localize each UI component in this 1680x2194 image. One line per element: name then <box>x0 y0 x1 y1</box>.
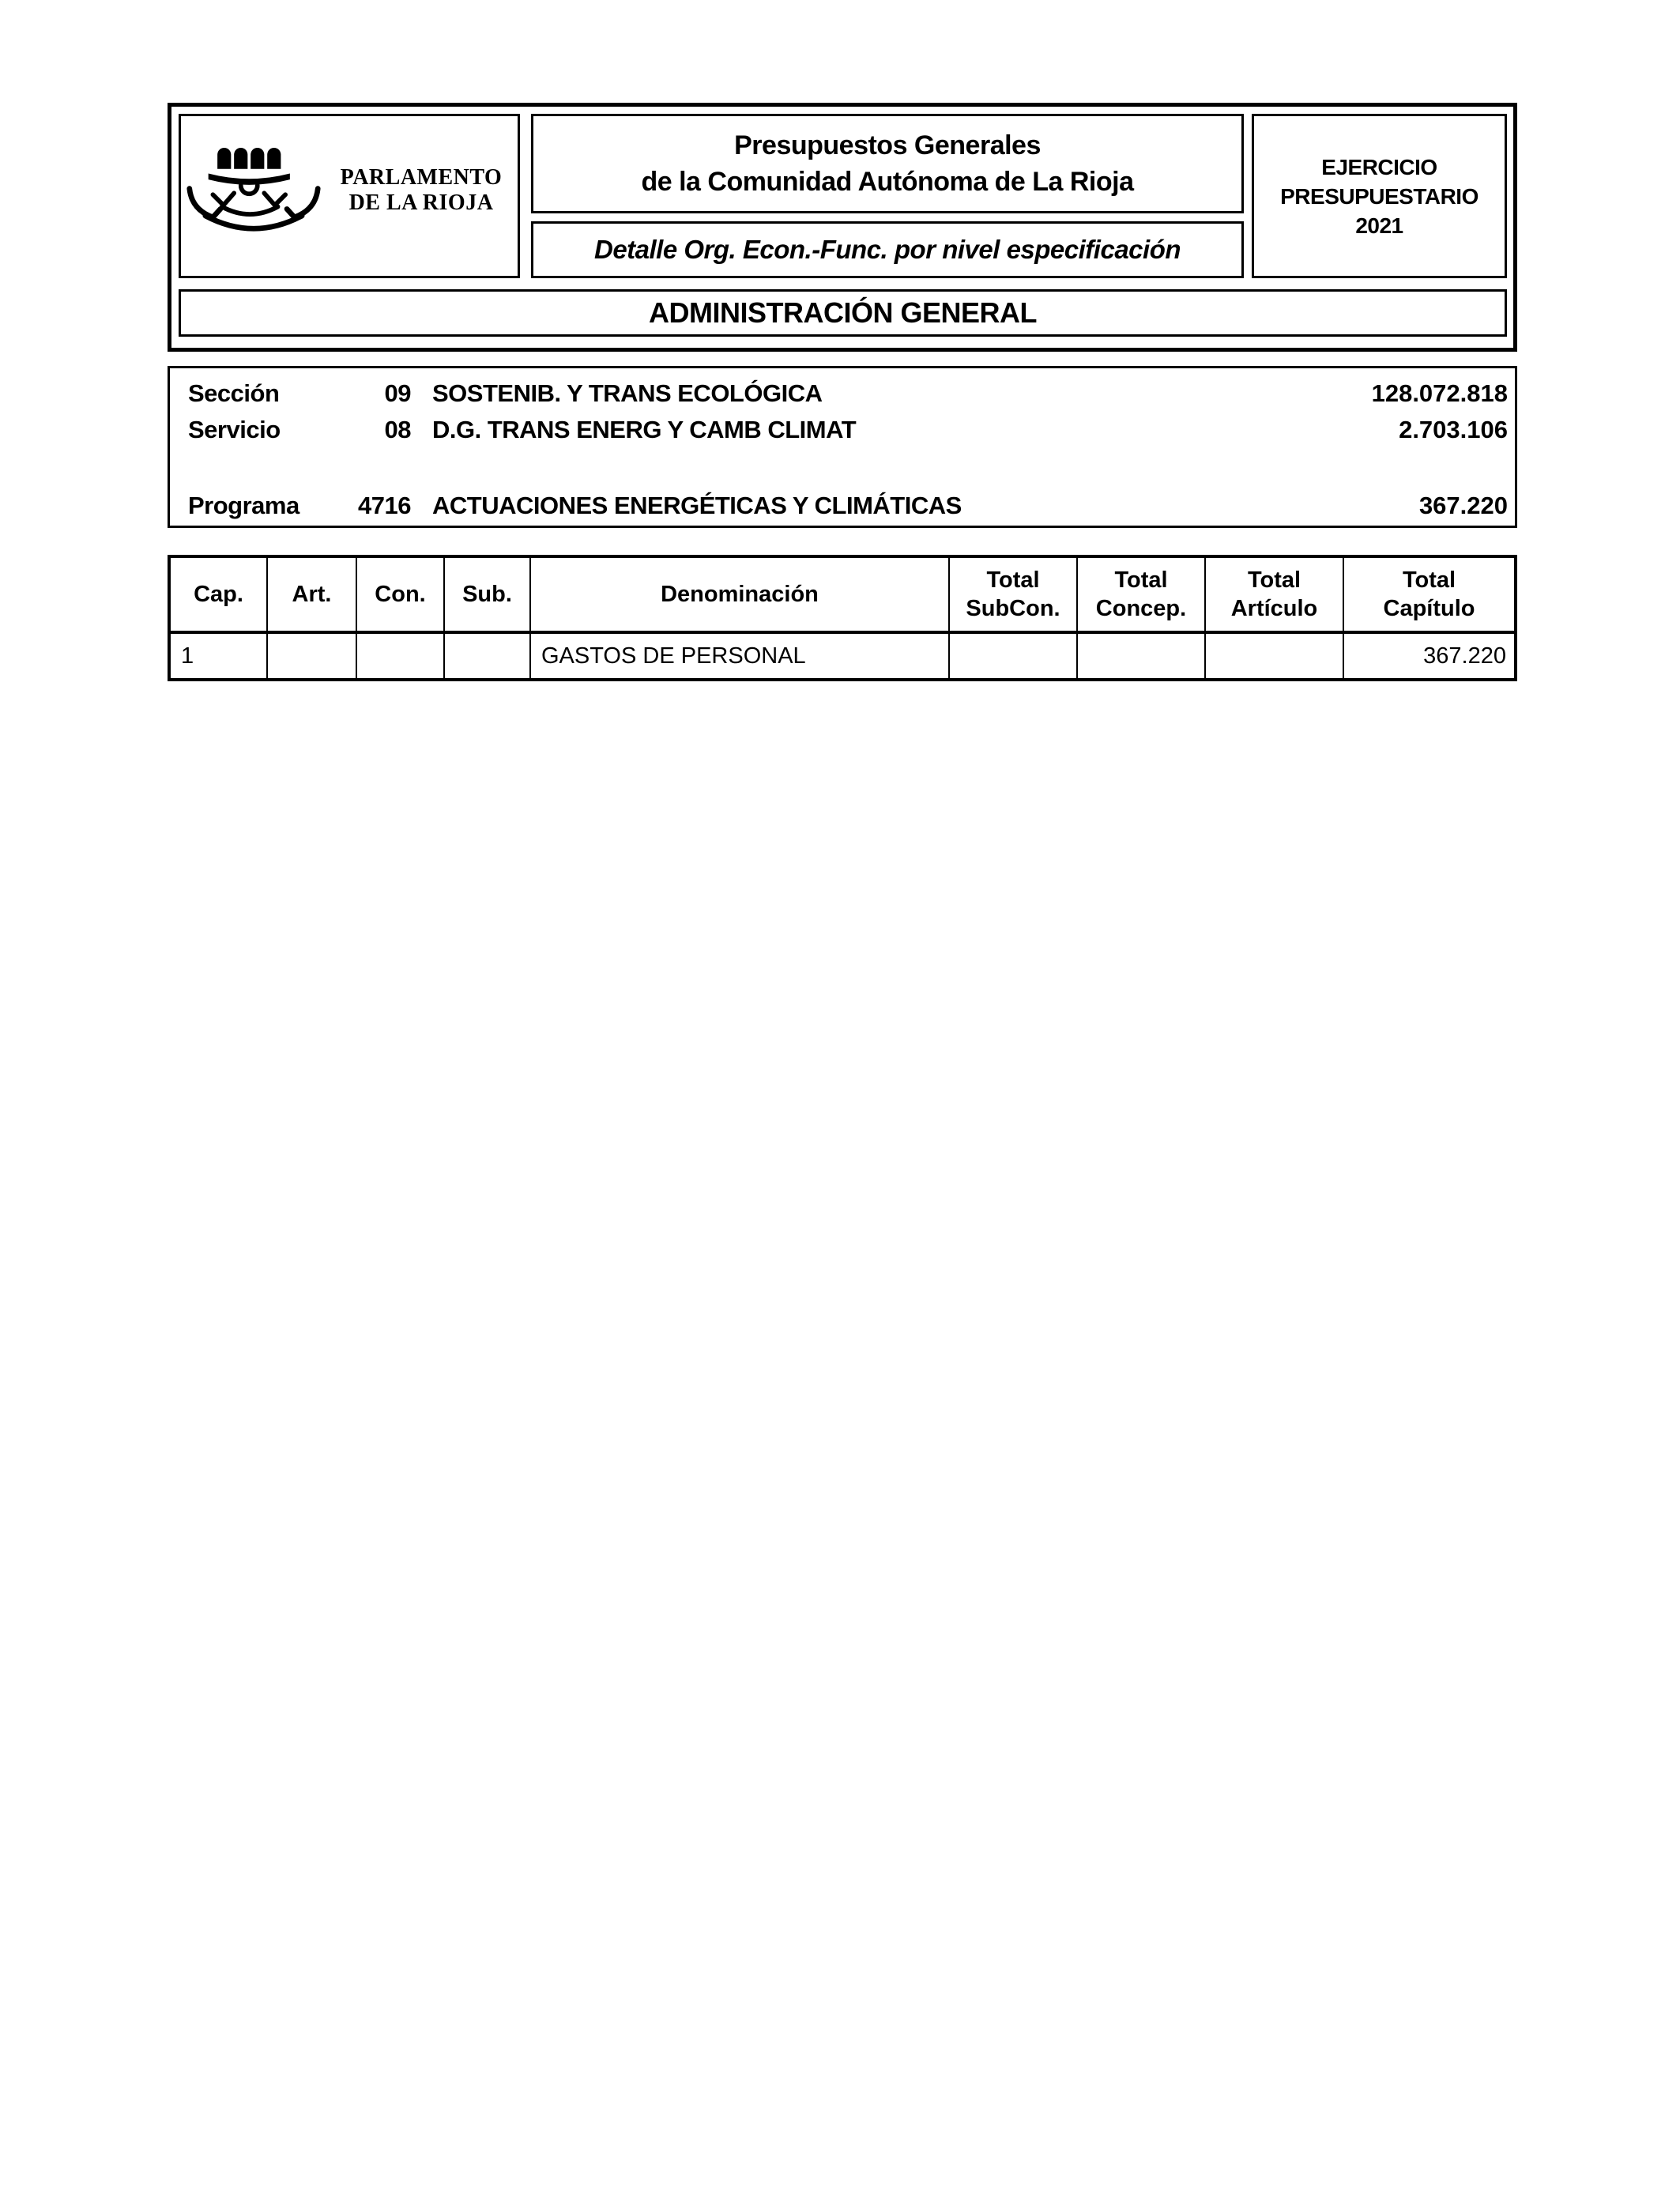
table-row <box>171 634 1514 678</box>
column-header-label: Total <box>986 567 1040 593</box>
summary-amount: 2.703.106 <box>1399 416 1508 443</box>
cell-cap: 1 <box>171 634 268 678</box>
summary-row-servicio <box>170 415 1515 445</box>
cell-total-articulo <box>1206 634 1344 678</box>
summary-row-seccion <box>170 379 1515 409</box>
cell-total-capitulo: 367.220 <box>1423 643 1506 669</box>
parlamento-logo-icon <box>186 146 322 235</box>
title-line-2: de la Comunidad Autónoma de La Rioja <box>641 167 1134 197</box>
column-header-label: Concep. <box>1095 596 1187 621</box>
summary-label: Sección <box>188 379 280 407</box>
summary-row-programa <box>170 491 1515 521</box>
report-subtitle-box <box>531 221 1244 278</box>
summary-label: Servicio <box>188 416 281 443</box>
section-title: ADMINISTRACIÓN GENERAL <box>649 296 1037 329</box>
document-title-box <box>531 114 1244 213</box>
column-header-total-articulo <box>1206 558 1344 631</box>
column-header-label: Artículo <box>1230 596 1318 621</box>
column-header-label: Total <box>1247 567 1301 593</box>
fiscal-year-box <box>1252 114 1507 278</box>
fiscal-year-line-1: EJERCICIO <box>1321 154 1437 179</box>
column-header-label: Total <box>1114 567 1168 593</box>
report-subtitle: Detalle Org. Econ.-Func. por nivel especificación <box>593 235 1181 264</box>
fiscal-year-value: 2021 <box>1355 213 1403 238</box>
column-header-label: Capítulo <box>1383 596 1475 621</box>
summary-code: 08 <box>384 416 411 443</box>
column-header-con <box>357 558 445 631</box>
title-line-1: Presupuestos Generales <box>734 130 1041 160</box>
summary-name: D.G. TRANS ENERG Y CAMB CLIMAT <box>432 416 857 443</box>
column-header-sub <box>445 558 531 631</box>
column-header-label: Con. <box>375 582 426 607</box>
budget-detail-table <box>168 555 1517 681</box>
cell-denominacion: GASTOS DE PERSONAL <box>531 634 950 678</box>
summary-name: ACTUACIONES ENERGÉTICAS Y CLIMÁTICAS <box>432 492 962 519</box>
column-header-label: Denominación <box>661 582 819 607</box>
summary-name: SOSTENIB. Y TRANS ECOLÓGICA <box>432 379 823 407</box>
column-header-total-subcon <box>950 558 1078 631</box>
column-header-art <box>268 558 357 631</box>
summary-amount: 128.072.818 <box>1371 379 1508 407</box>
table-header-row <box>171 558 1514 634</box>
column-header-label: Total <box>1402 567 1456 593</box>
column-header-cap <box>171 558 268 631</box>
column-header-label: Art. <box>292 582 332 607</box>
cell-total-subcon <box>950 634 1078 678</box>
column-header-label: Cap. <box>194 582 243 607</box>
cell-sub <box>445 634 531 678</box>
column-header-total-capitulo <box>1344 558 1514 631</box>
column-header-label: Sub. <box>462 582 512 607</box>
fiscal-year-line-2: PRESUPUESTARIO <box>1280 183 1478 209</box>
cell-total-concep <box>1078 634 1206 678</box>
logo-box <box>179 114 520 278</box>
summary-code: 09 <box>384 379 411 407</box>
column-header-total-concep <box>1078 558 1206 631</box>
summary-code: 4716 <box>358 492 411 519</box>
logo-line-2: DE LA RIOJA <box>348 190 494 215</box>
column-header-denominacion <box>531 558 950 631</box>
budget-summary-box <box>168 366 1517 528</box>
summary-label: Programa <box>188 492 299 519</box>
cell-con <box>357 634 445 678</box>
section-title-box <box>179 289 1507 337</box>
column-header-label: SubCon. <box>966 596 1060 621</box>
logo-line-1: PARLAMENTO <box>340 165 503 190</box>
logo-wordmark <box>320 165 522 216</box>
summary-amount: 367.220 <box>1418 492 1508 519</box>
cell-art <box>268 634 357 678</box>
